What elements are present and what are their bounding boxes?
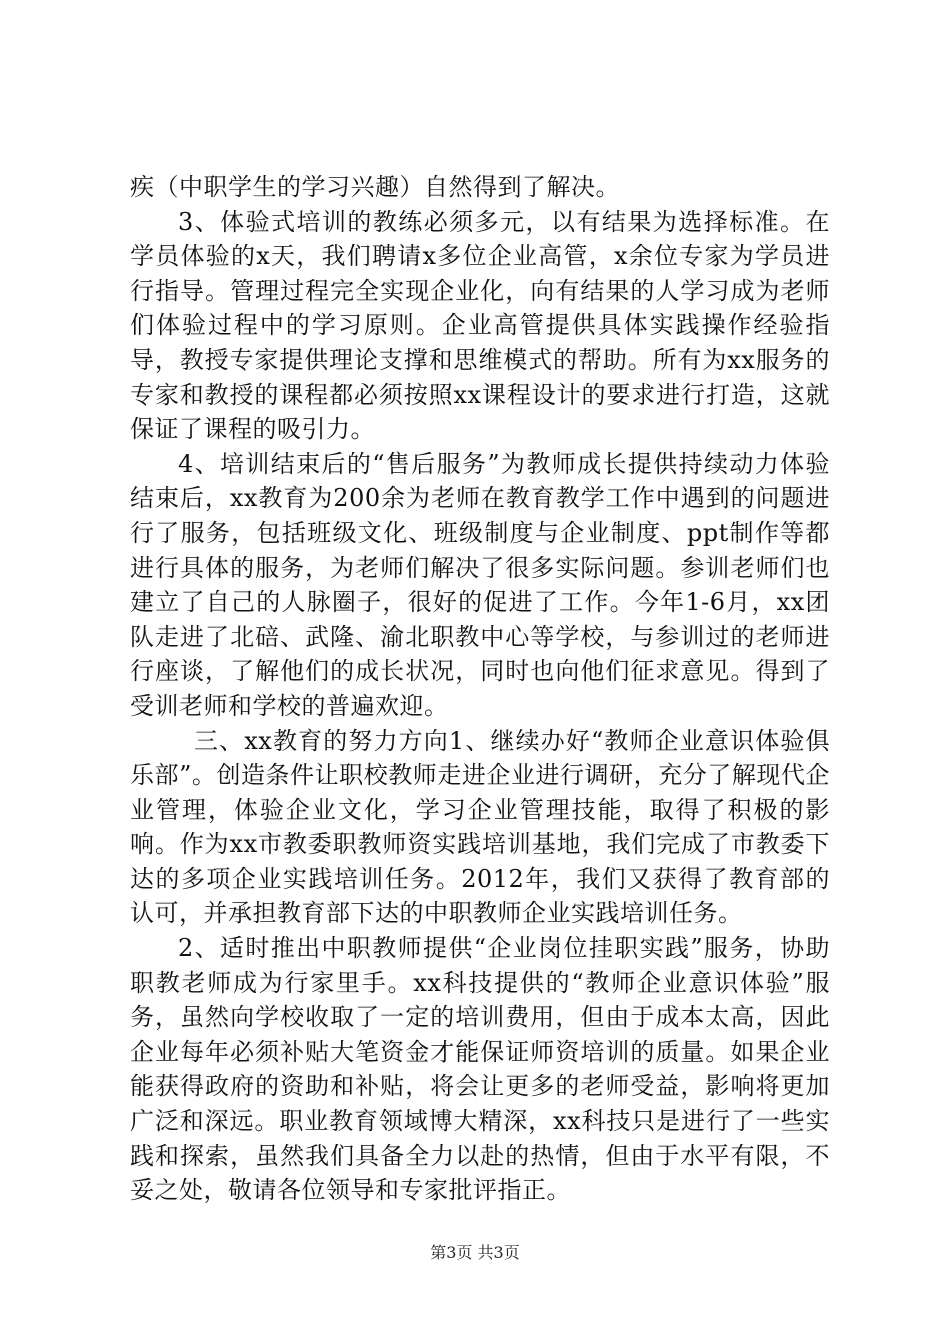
paragraph-section-3-direction: 三、xx教育的努力方向1、继续办好“教师企业意识体验俱乐部”。创造条件让职校教师走进企业进行调研，充分了解现代企业管理，体验企业文化，学习企业管理技能，取得了积极的影响。作为xx市教委职教师资实践培训基地，我们完成了市教委下达的多项企业实践培训任务。2012年，我们又获得了教育部的认可，并承担教育部下达的中职教师企业实践培训任务。 <box>130 726 830 928</box>
paragraph-continuation: 疾（中职学生的学习兴趣）自然得到了解决。 <box>130 173 620 201</box>
page-number-footer: 第3页 共3页 <box>430 1243 520 1262</box>
document-body <box>130 170 830 1208</box>
paragraph-item-2-practice: 2、适时推出中职教师提供“企业岗位挂职实践”服务，协助职教老师成为行家里手。xx科技提供的“教师企业意识体验”服务，虽然向学校收取了一定的培训费用，但由于成本太高，因此企业每年必须补贴大笔资金才能保证师资培训的质量。如果企业能获得政府的资助和补贴，将会让更多的老师受益，影响将更加广泛和深远。职业教育领域博大精深，xx科技只是进行了一些实践和探索，虽然我们具备全力以赴的热情，但由于水平有限，不妥之处，敬请各位领导和专家批评指正。 <box>130 934 830 1205</box>
paragraph-item-3-coaches: 3、体验式培训的教练必须多元，以有结果为选择标准。在学员体验的x天，我们聘请x多位企业高管，x余位专家为学员进行指导。管理过程完全实现企业化，向有结果的人学习成为老师们体验过程中的学习原则。企业高管提供具体实践操作经验指导，教授专家提供理论支撑和思维模式的帮助。所有为xx服务的专家和教授的课程都必须按照xx课程设计的要求进行打造，这就保证了课程的吸引力。 <box>130 207 830 444</box>
paragraph-item-4-after-service: 4、培训结束后的“售后服务”为教师成长提供持续动力体验结束后，xx教育为200余为老师在教育教学工作中遇到的问题进行了服务，包括班级文化、班级制度与企业制度、ppt制作等都进行具体的服务，为老师们解决了很多实际问题。参训老师们也建立了自己的人脉圈子，很好的促进了工作。今年1-6月，xx团队走进了北碚、武隆、渝北职教中心等学校，与参训过的老师进行座谈，了解他们的成长状况，同时也向他们征求意见。得到了受训老师和学校的普遍欢迎。 <box>130 449 830 720</box>
